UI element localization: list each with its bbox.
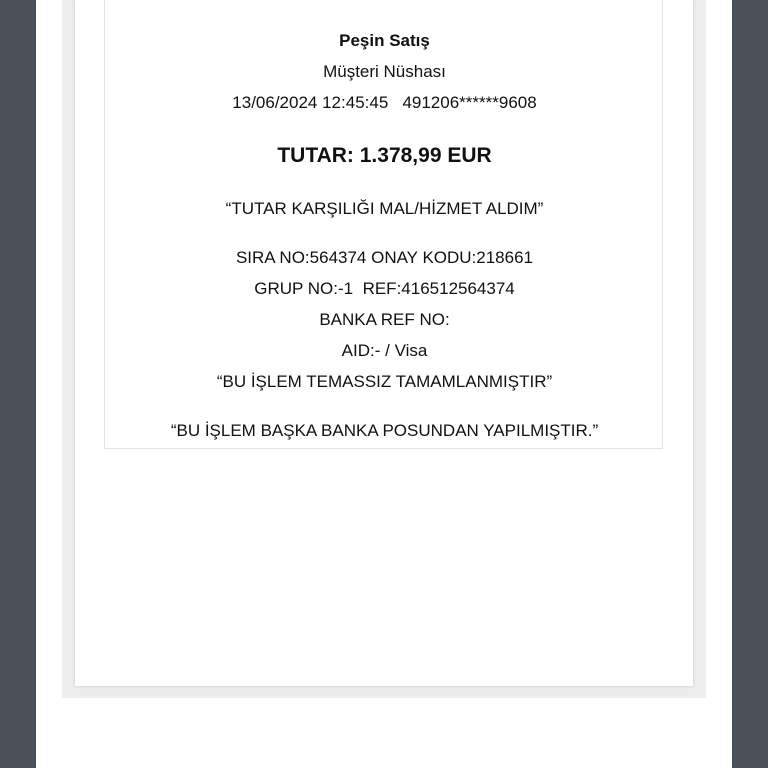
contactless-note: “BU İŞLEM TEMASSIZ TAMAMLANMIŞTIR” [216, 372, 553, 391]
datetime-card-number: 13/06/2024 12:45:45 491206******9608 [232, 93, 537, 112]
viewer-left-margin [0, 0, 36, 768]
transaction-type: Peşin Satış [339, 31, 430, 50]
pos-receipt [104, 0, 663, 449]
acknowledgement-text: “TUTAR KARŞILIĞI MAL/HİZMET ALDIM” [225, 199, 544, 218]
sequence-approval-code: SIRA NO:564374 ONAY KODU:218661 [235, 248, 534, 267]
bank-reference: BANKA REF NO: [319, 310, 450, 329]
copy-label: Müşteri Nüshası [323, 62, 446, 81]
clipped-previous-line [105, 0, 664, 2]
group-reference: GRUP NO:-1 REF:416512564374 [254, 279, 515, 298]
amount-line: TUTAR: 1.378,99 EUR [277, 144, 492, 167]
other-bank-pos-note: “BU İŞLEM BAŞKA BANKA POSUNDAN YAPILMIŞTIR.” [170, 421, 599, 440]
viewer-right-margin [732, 0, 768, 768]
aid-line: AID:- / Visa [341, 341, 428, 360]
